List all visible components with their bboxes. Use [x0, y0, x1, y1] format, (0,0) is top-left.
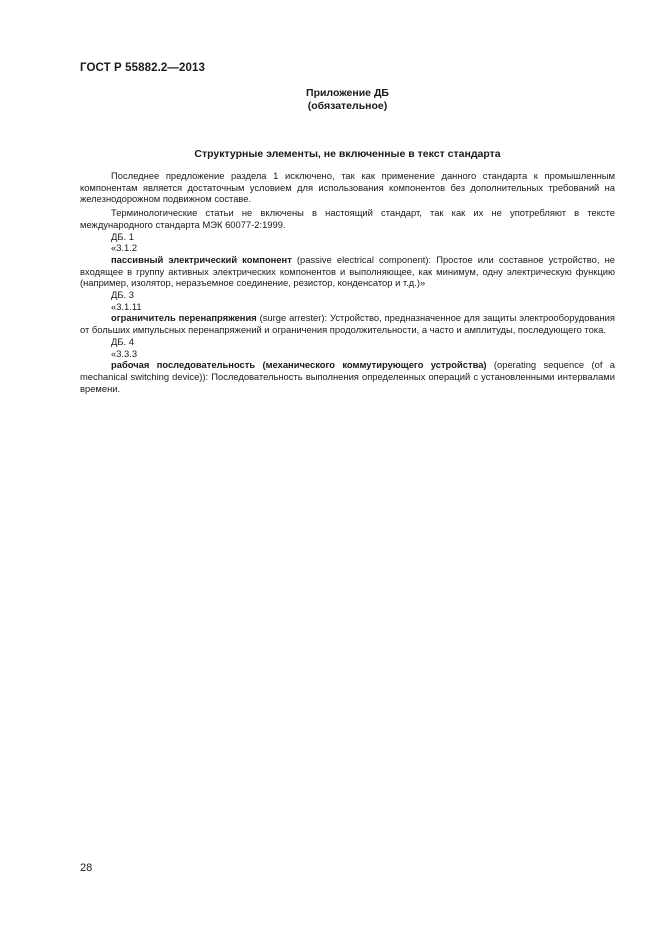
annex-title: Приложение ДБ [306, 87, 389, 99]
entry-definition: (surge arrester): Устройство, предназначенное для защиты электрооборудования от больших импульсных перенапряжений и ограничения продолжительности, а часто и амплитуды, последующего тока. [80, 312, 615, 336]
document-body [80, 170, 615, 394]
paragraph: Терминологические статьи не включены в настоящий стандарт, так как их не употребляют в тексте международного стандарта МЭК 60077-2:1999. [80, 207, 615, 230]
entry-ref: «3.1.2 [111, 242, 138, 254]
paragraph: Последнее предложение раздела 1 исключено, так как применение данного стандарта к промышленным компонентам является достаточным условием для использования компонентов без дополнительных требований на железнодорожном подвижном составе. [80, 170, 615, 205]
entry-ref: «3.1.11 [111, 300, 142, 312]
entry-term: ограничитель перенапряжения [111, 312, 257, 324]
entry-label: ДБ. 4 [111, 335, 134, 347]
section-title: Структурные элементы, не включенные в текст стандарта [194, 148, 501, 160]
document-code: ГОСТ Р 55882.2—2013 [80, 62, 205, 74]
annex-status: (обязательное) [307, 100, 388, 112]
entry-label: ДБ. 3 [111, 289, 134, 301]
entry-text [80, 254, 615, 289]
entry-label: ДБ. 1 [111, 230, 134, 242]
entry-definition: (operating sequence (of a mechanical switching device)): Последовательность выполнения определенных операций с установленными интервалами времени. [80, 359, 615, 394]
entry-term: рабочая последовательность (механического коммутирующего устройства) [111, 359, 487, 371]
annex-heading [80, 87, 615, 113]
entry-text [80, 359, 615, 394]
page-number: 28 [80, 862, 93, 874]
entry-definition: (passive electrical component): Простое или составное устройство, не входящее в группу активных электрических компонентов и выполняющее, как минимум, одну электрическую функцию (например, изолятор, неразъемное соединение, резистор, конденсатор и т.д.)» [80, 253, 615, 289]
entry-ref: «3.3.3 [111, 347, 138, 359]
entry-term: пассивный электрический компонент [111, 253, 292, 265]
entry-text [80, 312, 615, 335]
